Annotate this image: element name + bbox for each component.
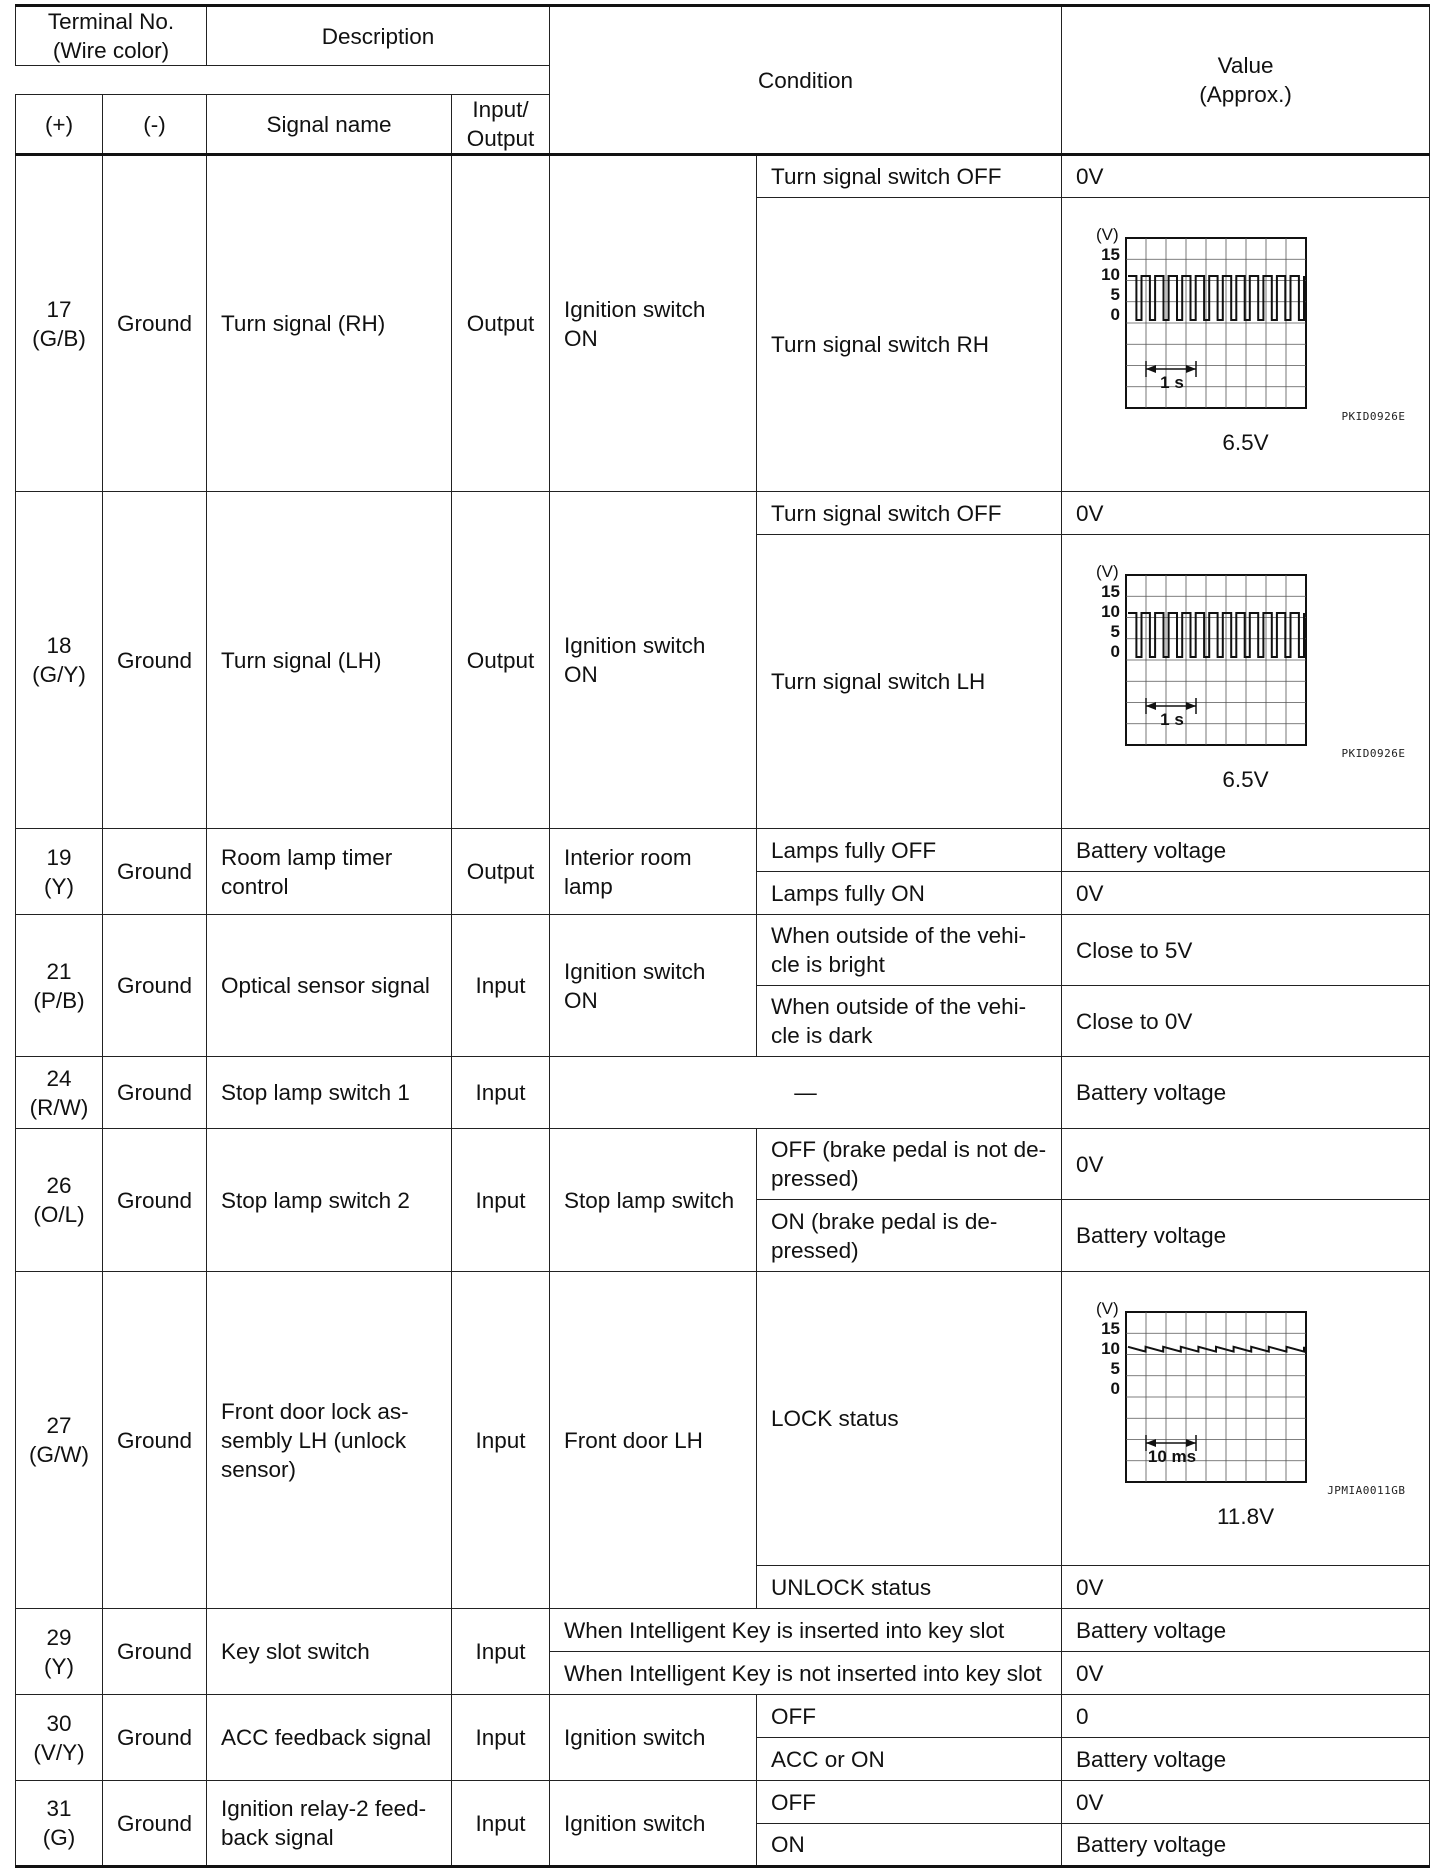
input-output-header <box>452 95 550 155</box>
signal-line: control <box>221 873 289 899</box>
figure-code: PKID0926E <box>1341 746 1406 760</box>
value-cell: Battery voltage <box>1062 1738 1430 1781</box>
wire-color: (G) <box>42 1825 76 1850</box>
condition-line: pressed) <box>771 1166 859 1191</box>
wire-color: (V/Y) <box>33 1739 85 1765</box>
y-unit-label: (V) <box>1095 1301 1119 1318</box>
condition-cell <box>550 829 757 915</box>
y-tick-label: 15 <box>1100 244 1120 264</box>
waveform-figure <box>1086 565 1406 801</box>
terminal-number: 18 <box>46 633 72 658</box>
io-cell: Input <box>452 1057 550 1129</box>
ground-cell: Ground <box>103 1695 207 1781</box>
sub-condition-cell: Lamps fully OFF <box>757 829 1062 872</box>
signal-name-cell: Key slot switch <box>207 1609 452 1695</box>
y-tick-label: 15 <box>1100 1318 1120 1338</box>
terminal-number: 26 <box>46 1173 72 1198</box>
sub-condition-cell: ON <box>757 1824 1062 1867</box>
terminal-spec-table <box>15 4 1430 1868</box>
signal-name-cell: Stop lamp switch 1 <box>207 1057 452 1129</box>
condition-cell: Front door LH <box>550 1272 757 1609</box>
y-tick-label: 15 <box>1100 581 1120 601</box>
value-cell: Close to 0V <box>1062 986 1430 1057</box>
terminal-cell <box>16 1609 103 1695</box>
condition-cell: Ignition switch <box>550 1695 757 1781</box>
figure-code: PKID0926E <box>1341 409 1406 423</box>
terminal-number: 31 <box>46 1796 72 1821</box>
sub-condition-cell: OFF <box>757 1695 1062 1738</box>
ground-cell: Ground <box>103 915 207 1057</box>
terminal-number: 29 <box>46 1624 72 1650</box>
terminal-cell <box>16 829 103 915</box>
pulse-waveform-graph <box>1086 565 1406 765</box>
terminal-no-label: Terminal No. <box>47 9 175 34</box>
header-row <box>16 6 1430 66</box>
y-unit-label: (V) <box>1095 564 1119 581</box>
wire-color: (R/W) <box>29 1094 89 1120</box>
signal-trace <box>1128 613 1304 657</box>
condition-line: Ignition switch <box>564 296 706 322</box>
terminal-number: 30 <box>46 1710 72 1736</box>
description-header: Description <box>207 6 550 66</box>
plus-header: (+) <box>16 95 103 155</box>
sub-condition-cell: OFF <box>757 1781 1062 1824</box>
condition-line: lamp <box>564 873 613 899</box>
value-cell: 0V <box>1062 1129 1430 1200</box>
ground-cell: Ground <box>103 1272 207 1609</box>
time-scale-label: 10 ms <box>1147 1446 1196 1466</box>
waveform-figure <box>1086 228 1406 464</box>
signal-trace <box>1128 1346 1304 1351</box>
signal-name-cell: Stop lamp switch 2 <box>207 1129 452 1272</box>
terminal-number: 21 <box>46 958 72 984</box>
io-cell: Input <box>452 1129 550 1272</box>
sub-condition-cell <box>757 1129 1062 1200</box>
sub-condition-cell: Turn signal switch OFF <box>757 492 1062 535</box>
signal-name-cell <box>207 829 452 915</box>
condition-cell: Ignition switch <box>550 1781 757 1867</box>
condition-line: cle is dark <box>771 1023 873 1048</box>
condition-line: cle is bright <box>771 952 885 977</box>
value-cell: 0 <box>1062 1695 1430 1738</box>
terminal-cell <box>16 915 103 1057</box>
terminal-cell <box>16 1781 103 1867</box>
signal-line: Room lamp timer <box>221 844 393 870</box>
y-tick-label: 5 <box>1110 621 1120 641</box>
wire-color-label: (Wire color) <box>52 38 170 63</box>
ground-cell: Ground <box>103 155 207 492</box>
signal-name-cell: Turn signal (LH) <box>207 492 452 829</box>
y-tick-label: 10 <box>1100 1338 1120 1358</box>
graph-grid <box>1126 238 1306 408</box>
sub-condition-cell <box>757 915 1062 986</box>
waveform-value: 11.8V <box>1216 1503 1275 1529</box>
minus-header: (-) <box>103 95 207 155</box>
wire-color: (O/L) <box>33 1202 85 1227</box>
value-cell: Battery voltage <box>1062 1200 1430 1272</box>
waveform-cell <box>1062 535 1430 829</box>
value-cell: Battery voltage <box>1062 1057 1430 1129</box>
condition-cell <box>550 915 757 1057</box>
sub-condition-cell: Turn signal switch RH <box>757 198 1062 492</box>
terminal-cell <box>16 155 103 492</box>
condition-line: When outside of the vehi- <box>771 994 1027 1019</box>
signal-name-header: Signal name <box>207 95 452 155</box>
io-cell: Output <box>452 492 550 829</box>
ground-cell: Ground <box>103 1609 207 1695</box>
ground-cell: Ground <box>103 1781 207 1867</box>
terminal-cell <box>16 1129 103 1272</box>
table-row <box>16 915 1430 986</box>
signal-name-cell <box>207 1781 452 1867</box>
waveform-cell <box>1062 1272 1430 1566</box>
io-cell: Input <box>452 1781 550 1867</box>
signal-line: Ignition relay-2 feed- <box>221 1796 427 1821</box>
condition-line: ON (brake pedal is de- <box>771 1208 998 1234</box>
ground-cell: Ground <box>103 492 207 829</box>
sub-condition-cell: LOCK status <box>757 1272 1062 1566</box>
signal-line: back signal <box>221 1825 334 1850</box>
table-row <box>16 1609 1430 1652</box>
terminal-cell <box>16 1272 103 1609</box>
io-cell: Input <box>452 915 550 1057</box>
y-tick-label: 0 <box>1110 1378 1120 1398</box>
pulse-waveform-graph <box>1086 228 1406 428</box>
signal-trace <box>1128 276 1304 320</box>
condition-line: OFF (brake pedal is not de- <box>771 1137 1047 1162</box>
io-cell: Input <box>452 1609 550 1695</box>
output-label: Output <box>466 126 535 151</box>
condition-cell: When Intelligent Key is inserted into key slot <box>550 1609 1062 1652</box>
value-cell: 0V <box>1062 155 1430 198</box>
sub-condition-cell: UNLOCK status <box>757 1566 1062 1609</box>
table-row <box>16 1057 1430 1129</box>
value-header <box>1062 6 1430 155</box>
terminal-cell <box>16 1057 103 1129</box>
table-row <box>16 155 1430 198</box>
condition-cell <box>550 492 757 829</box>
condition-line: pressed) <box>771 1237 859 1263</box>
wire-color: (G/B) <box>32 325 86 351</box>
time-scale-label: 1 s <box>1159 709 1184 729</box>
value-cell: Battery voltage <box>1062 829 1430 872</box>
terminal-number: 27 <box>46 1413 72 1438</box>
condition-line: Ignition switch <box>564 958 706 984</box>
signal-line: sensor) <box>221 1456 297 1482</box>
time-scale-label: 1 s <box>1159 372 1184 392</box>
terminal-cell <box>16 492 103 829</box>
wire-color: (Y) <box>44 1653 74 1679</box>
value-cell: Close to 5V <box>1062 915 1430 986</box>
approx-label: (Approx.) <box>1199 82 1292 107</box>
value-cell: 0V <box>1062 1566 1430 1609</box>
ground-cell: Ground <box>103 1129 207 1272</box>
table-row <box>16 1272 1430 1566</box>
terminal-no-header <box>16 6 207 66</box>
table-row <box>16 1695 1430 1738</box>
signal-line: sembly LH (unlock <box>221 1427 407 1453</box>
table-row <box>16 829 1430 872</box>
terminal-cell <box>16 1695 103 1781</box>
value-cell: 0V <box>1062 1781 1430 1824</box>
waveform-figure <box>1086 1302 1406 1538</box>
ground-cell: Ground <box>103 829 207 915</box>
condition-header: Condition <box>550 6 1062 155</box>
condition-line: ON <box>564 325 598 351</box>
sub-condition-cell: ACC or ON <box>757 1738 1062 1781</box>
y-tick-label: 5 <box>1110 1358 1120 1378</box>
terminal-number: 19 <box>46 844 72 870</box>
waveform-value: 6.5V <box>1222 766 1269 792</box>
sub-condition-cell: Turn signal switch OFF <box>757 155 1062 198</box>
io-cell: Output <box>452 829 550 915</box>
value-cell: 0V <box>1062 492 1430 535</box>
signal-name-cell: Optical sensor signal <box>207 915 452 1057</box>
table-row <box>16 1129 1430 1200</box>
sub-condition-cell: Lamps fully ON <box>757 872 1062 915</box>
wire-color: (G/W) <box>29 1442 89 1467</box>
signal-name-cell: Turn signal (RH) <box>207 155 452 492</box>
io-cell: Input <box>452 1695 550 1781</box>
signal-name-cell: ACC feedback signal <box>207 1695 452 1781</box>
value-cell: Battery voltage <box>1062 1609 1430 1652</box>
condition-line: When outside of the vehi- <box>771 923 1027 948</box>
table-row <box>16 1781 1430 1824</box>
y-tick-label: 0 <box>1110 304 1120 324</box>
sawtooth-waveform-graph <box>1086 1302 1406 1502</box>
sub-condition-cell: Turn signal switch LH <box>757 535 1062 829</box>
waveform-cell <box>1062 198 1430 492</box>
y-tick-label: 5 <box>1110 284 1120 304</box>
io-cell: Input <box>452 1272 550 1609</box>
value-cell: 0V <box>1062 1652 1430 1695</box>
condition-cell <box>550 155 757 492</box>
y-unit-label: (V) <box>1095 227 1119 244</box>
sub-condition-cell <box>757 1200 1062 1272</box>
y-tick-label: 0 <box>1110 641 1120 661</box>
signal-line: Front door lock as- <box>221 1398 409 1424</box>
value-cell: Battery voltage <box>1062 1824 1430 1867</box>
condition-line: ON <box>564 662 598 687</box>
io-cell: Output <box>452 155 550 492</box>
value-cell: 0V <box>1062 872 1430 915</box>
ground-cell: Ground <box>103 1057 207 1129</box>
table-row <box>16 492 1430 535</box>
y-tick-label: 10 <box>1100 264 1120 284</box>
waveform-value: 6.5V <box>1222 429 1269 455</box>
condition-line: ON <box>564 987 598 1013</box>
condition-line: Interior room <box>564 844 692 870</box>
sub-condition-cell <box>757 986 1062 1057</box>
value-label: Value <box>1217 53 1274 78</box>
condition-line: Ignition switch <box>564 633 706 658</box>
terminal-number: 17 <box>46 296 72 322</box>
condition-cell: When Intelligent Key is not inserted into key slot <box>550 1652 1062 1695</box>
signal-name-cell <box>207 1272 452 1609</box>
condition-cell: — <box>550 1057 1062 1129</box>
wire-color: (G/Y) <box>32 662 86 687</box>
terminal-number: 24 <box>46 1065 72 1091</box>
y-tick-label: 10 <box>1100 601 1120 621</box>
figure-code: JPMIA0011GB <box>1327 1483 1406 1497</box>
input-label: Input/ <box>472 97 529 122</box>
wire-color: (Y) <box>44 873 74 899</box>
graph-grid <box>1126 575 1306 745</box>
condition-cell: Stop lamp switch <box>550 1129 757 1272</box>
wire-color: (P/B) <box>33 987 85 1013</box>
